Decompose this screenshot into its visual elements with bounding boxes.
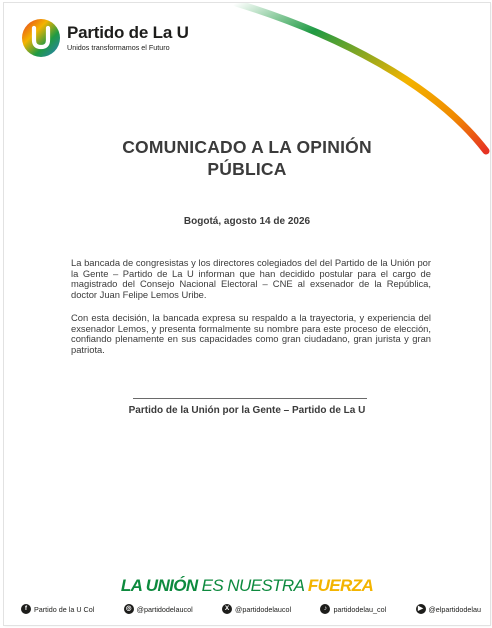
title-line-1: COMUNICADO A LA OPINIÓN	[122, 137, 372, 157]
social-handle: partidodelau_col	[333, 604, 387, 614]
motto-part-1: LA UNIÓN	[120, 576, 198, 595]
social-handle: @partidodelaucol	[136, 604, 193, 614]
social-tiktok[interactable]	[320, 604, 386, 614]
instagram-icon: ◎	[124, 604, 134, 614]
party-name: Partido de La U	[67, 22, 189, 42]
motto-part-3: FUERZA	[307, 576, 374, 595]
social-instagram[interactable]	[124, 604, 193, 614]
party-logo	[21, 18, 189, 58]
logo-u-icon	[21, 18, 61, 58]
party-slogan: Unidos transformamos el Futuro	[67, 42, 170, 52]
document-page	[4, 3, 490, 625]
social-facebook[interactable]	[21, 604, 94, 614]
paragraph-1: La bancada de congresistas y los directores colegiados del del Partido de la Unión por la Gente – Partido de La U informan que han decidido postular para el cargo de magistrado del Consejo Nacional Electoral – CNE al exsenador de la República, doctor Juan Felipe Lemos Uribe.	[71, 257, 431, 300]
social-handle: @elpartidodelau	[428, 604, 481, 614]
social-links	[21, 604, 481, 614]
social-handle: Partido de la U Col	[34, 604, 95, 614]
youtube-icon: ▶	[416, 604, 426, 614]
page-title	[4, 136, 490, 180]
tiktok-icon: ♪	[320, 604, 330, 614]
motto-part-2: ES NUESTRA	[197, 576, 308, 595]
footer-motto	[4, 576, 490, 596]
social-x[interactable]	[222, 604, 291, 614]
paragraph-2: Con esta decisión, la bancada expresa su respaldo a la trayectoria, y experiencia del exsenador Lemos, y presenta formalmente su nombre para este proceso de elección, confiando plenamente en sus capacidades como gran ciudadano, gran jurista y gran patriota.	[71, 312, 431, 355]
x-icon: X	[222, 604, 232, 614]
title-line-2: PÚBLICA	[207, 159, 287, 179]
signature: Partido de la Unión por la Gente – Partido de La U	[128, 405, 366, 416]
signature-line	[133, 398, 367, 399]
social-handle: @partidodelaucol	[235, 604, 292, 614]
document-date: Bogotá, agosto 14 de 2026	[183, 216, 311, 227]
facebook-icon: f	[21, 604, 31, 614]
social-youtube[interactable]	[416, 604, 481, 614]
